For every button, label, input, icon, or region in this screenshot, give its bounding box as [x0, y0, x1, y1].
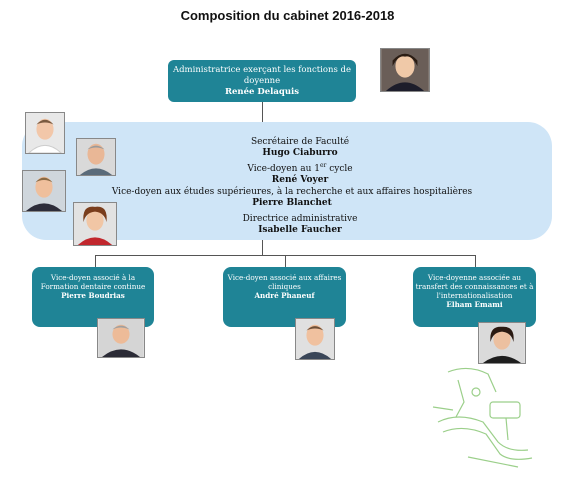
associate-name: Pierre Boudrias: [61, 291, 125, 300]
associate-role: Vice-doyenne associée au transfert des connaissances et à l'internationalisation: [415, 273, 534, 300]
person-portrait-icon: [97, 318, 145, 358]
member-name: Isabelle Faucher: [258, 225, 342, 235]
member-role: Vice-doyen au 1er cycle: [247, 162, 353, 174]
person-portrait-icon: [22, 170, 66, 212]
person-portrait-icon: [478, 322, 526, 364]
person-portrait-icon: [380, 48, 430, 92]
person-portrait-icon: [25, 112, 65, 154]
cabinet-member: [120, 160, 480, 186]
cabinet-member: [120, 137, 480, 159]
member-role: Vice-doyen aux études supérieures, à la recherche et aux affaires hospitalières: [111, 187, 473, 197]
dean-name: Renée Delaquis: [224, 87, 300, 97]
associate-name: André Phaneuf: [254, 291, 315, 300]
connector-mid: [262, 240, 263, 255]
associate-box: [413, 267, 536, 327]
connector-right: [475, 255, 476, 267]
member-name: Pierre Blanchet: [252, 198, 332, 208]
dean-box: [168, 60, 356, 102]
cabinet-member: [120, 214, 480, 236]
connector-top: [262, 102, 263, 122]
member-role: Secrétaire de Faculté: [250, 137, 350, 147]
page-title: Composition du cabinet 2016-2018: [180, 8, 395, 23]
member-name: René Voyer: [271, 175, 329, 185]
dental-chair-icon: [428, 362, 548, 472]
member-name: Hugo Ciaburro: [262, 148, 338, 158]
cabinet-member: [72, 187, 512, 209]
associate-role: Vice-doyen associé à la Formation dentaire continue: [40, 273, 146, 291]
person-portrait-icon: [76, 138, 116, 176]
member-role: Directrice administrative: [242, 214, 358, 224]
person-portrait-icon: [295, 318, 335, 360]
connector-left: [95, 255, 96, 267]
associate-name: Elham Emami: [446, 300, 503, 309]
person-portrait-icon: [73, 202, 117, 246]
dean-role: Administratrice exerçant les fonctions de doyenne: [172, 65, 352, 86]
associate-role: Vice-doyen associé aux affaires cliniques: [227, 273, 342, 291]
connector-center: [285, 255, 286, 267]
